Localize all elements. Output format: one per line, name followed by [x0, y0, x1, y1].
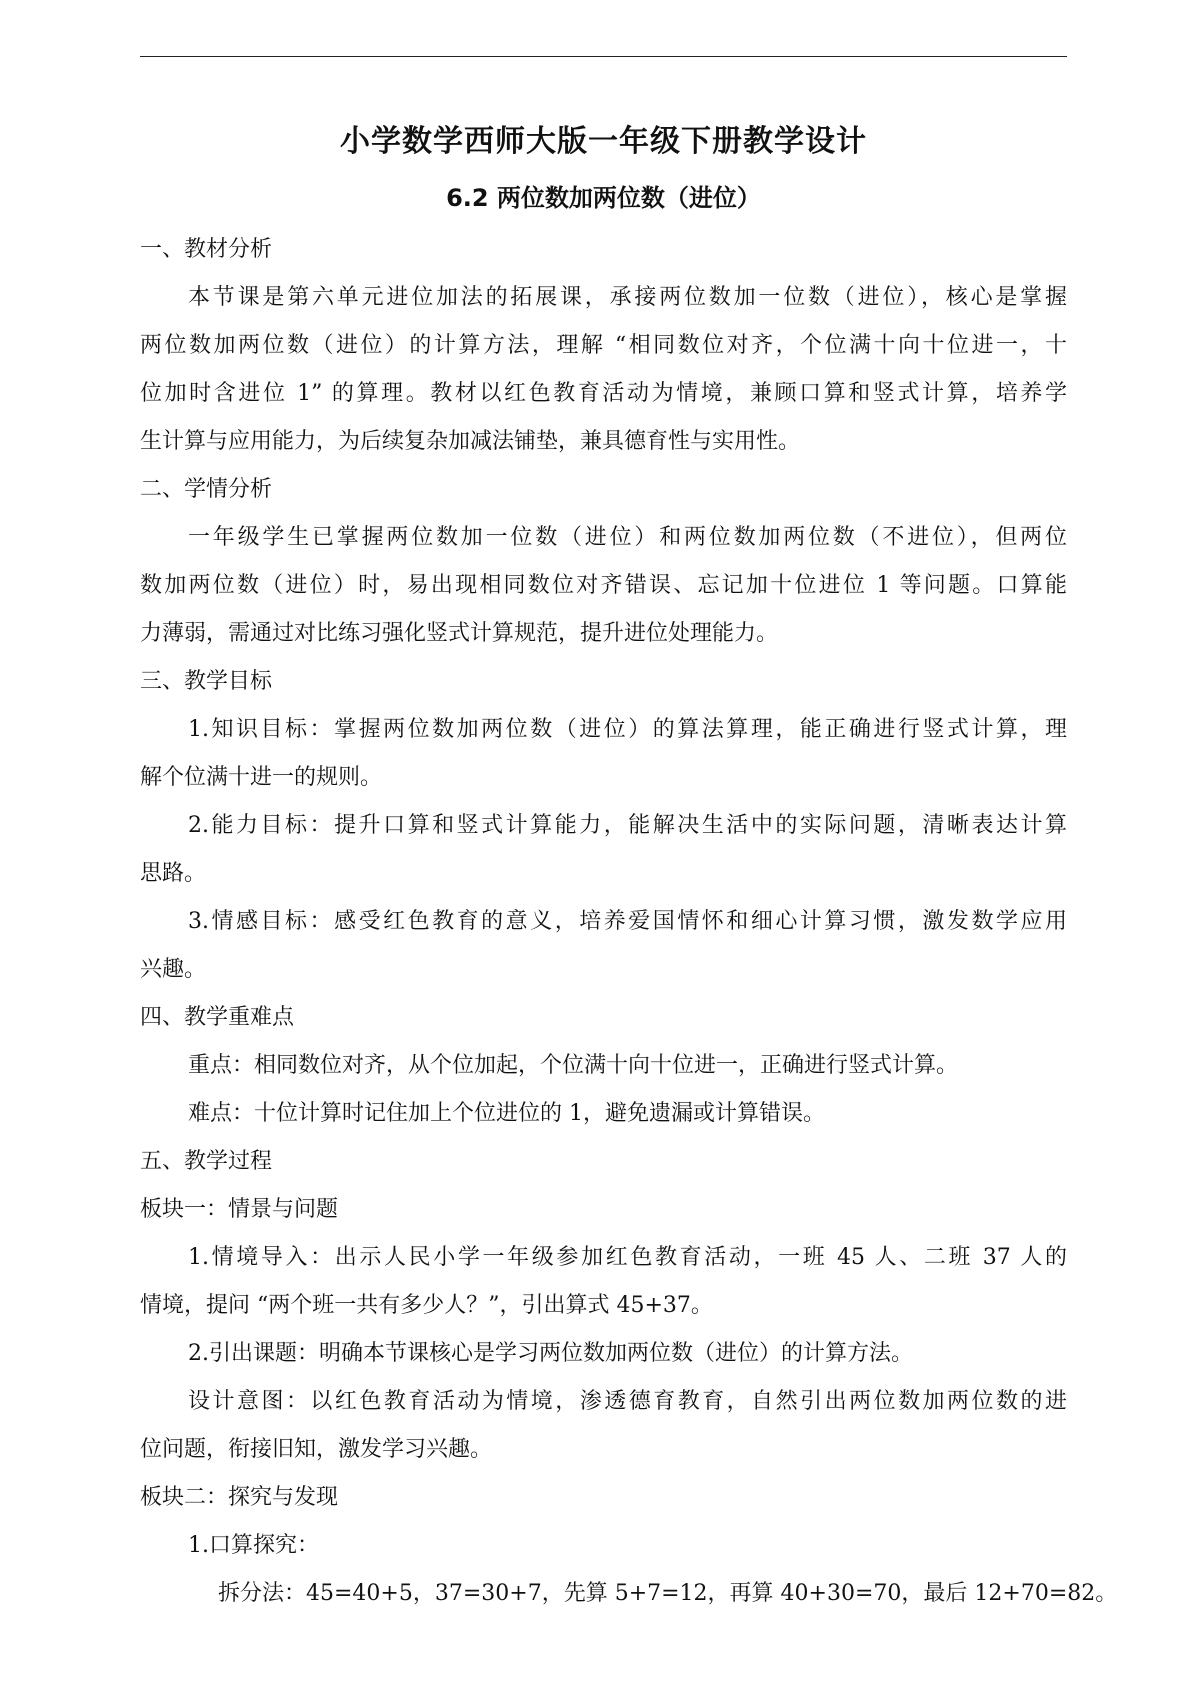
goal-ability-line: 2.能力目标：提升口算和竖式计算能力，能解决生活中的实际问题，清晰表达计算 [188, 813, 1067, 838]
section-heading-teaching-process: 五、教学过程 [140, 1149, 273, 1174]
section-heading-key-points: 四、教学重难点 [140, 1005, 295, 1030]
split-method-line: 拆分法：45=40+5，37=30+7，先算 5+7=12，再算 40+30=70，最后 12+70=82。 [218, 1581, 1118, 1606]
scenario-intro-line: 1.情境导入：出示人民小学一年级参加红色教育活动，一班 45 人、二班 37 人的 [188, 1245, 1067, 1270]
document-body [140, 112, 1118, 1618]
difficult-point-line: 难点：十位计算时记住加上个位进位的 1，避免遗漏或计算错误。 [188, 1101, 825, 1126]
goal-emotion-line: 3.情感目标：感受红色教育的意义，培养爱国情怀和细心计算习惯，激发数学应用 [188, 909, 1067, 934]
paragraph-line: 两位数加两位数（进位）的计算方法，理解 “相同数位对齐，个位满十向十位进一，十 [140, 333, 1067, 358]
design-intent-line: 位问题，衔接旧知，激发学习兴趣。 [140, 1437, 493, 1462]
section-heading-textbook-analysis: 一、教材分析 [140, 237, 273, 262]
document-title: 小学数学西师大版一年级下册教学设计 [340, 124, 867, 159]
goal-knowledge-line: 解个位满十进一的规则。 [140, 765, 383, 790]
paragraph-line: 本节课是第六单元进位加法的拓展课，承接两位数加一位数（进位），核心是掌握 [188, 285, 1067, 310]
key-point-line: 重点：相同数位对齐，从个位加起，个位满十向十位进一，正确进行竖式计算。 [188, 1053, 959, 1078]
section-heading-teaching-goals: 三、教学目标 [140, 669, 273, 694]
header-rule [140, 56, 1067, 57]
paragraph-line: 力薄弱，需通过对比练习强化竖式计算规范，提升进位处理能力。 [140, 621, 779, 646]
topic-intro-line: 2.引出课题：明确本节课核心是学习两位数加两位数（进位）的计算方法。 [188, 1341, 913, 1366]
section-heading-student-analysis: 二、学情分析 [140, 477, 273, 502]
block-heading-scenario: 板块一：情景与问题 [140, 1197, 339, 1222]
paragraph-line: 位加时含进位 1” 的算理。教材以红色教育活动为情境，兼顾口算和竖式计算，培养学 [140, 381, 1067, 406]
block-heading-explore: 板块二：探究与发现 [140, 1485, 339, 1510]
oral-calc-line: 1.口算探究： [188, 1533, 319, 1558]
paragraph-line: 数加两位数（进位）时，易出现相同数位对齐错误、忘记加十位进位 1 等问题。口算能 [140, 573, 1067, 598]
goal-emotion-line: 兴趣。 [140, 957, 207, 982]
paragraph-line: 生计算与应用能力，为后续复杂加减法铺垫，兼具德育性与实用性。 [140, 429, 801, 454]
goal-ability-line: 思路。 [140, 861, 207, 886]
paragraph-line: 一年级学生已掌握两位数加一位数（进位）和两位数加两位数（不进位），但两位 [188, 525, 1067, 550]
goal-knowledge-line: 1.知识目标：掌握两位数加两位数（进位）的算法算理，能正确进行竖式计算，理 [188, 717, 1067, 742]
scenario-intro-line: 情境，提问 “两个班一共有多少人？”，引出算式 45+37。 [140, 1293, 713, 1318]
lesson-subtitle: 6.2 两位数加两位数（进位） [446, 184, 761, 212]
design-intent-line: 设计意图：以红色教育活动为情境，渗透德育教育，自然引出两位数加两位数的进 [188, 1389, 1067, 1414]
